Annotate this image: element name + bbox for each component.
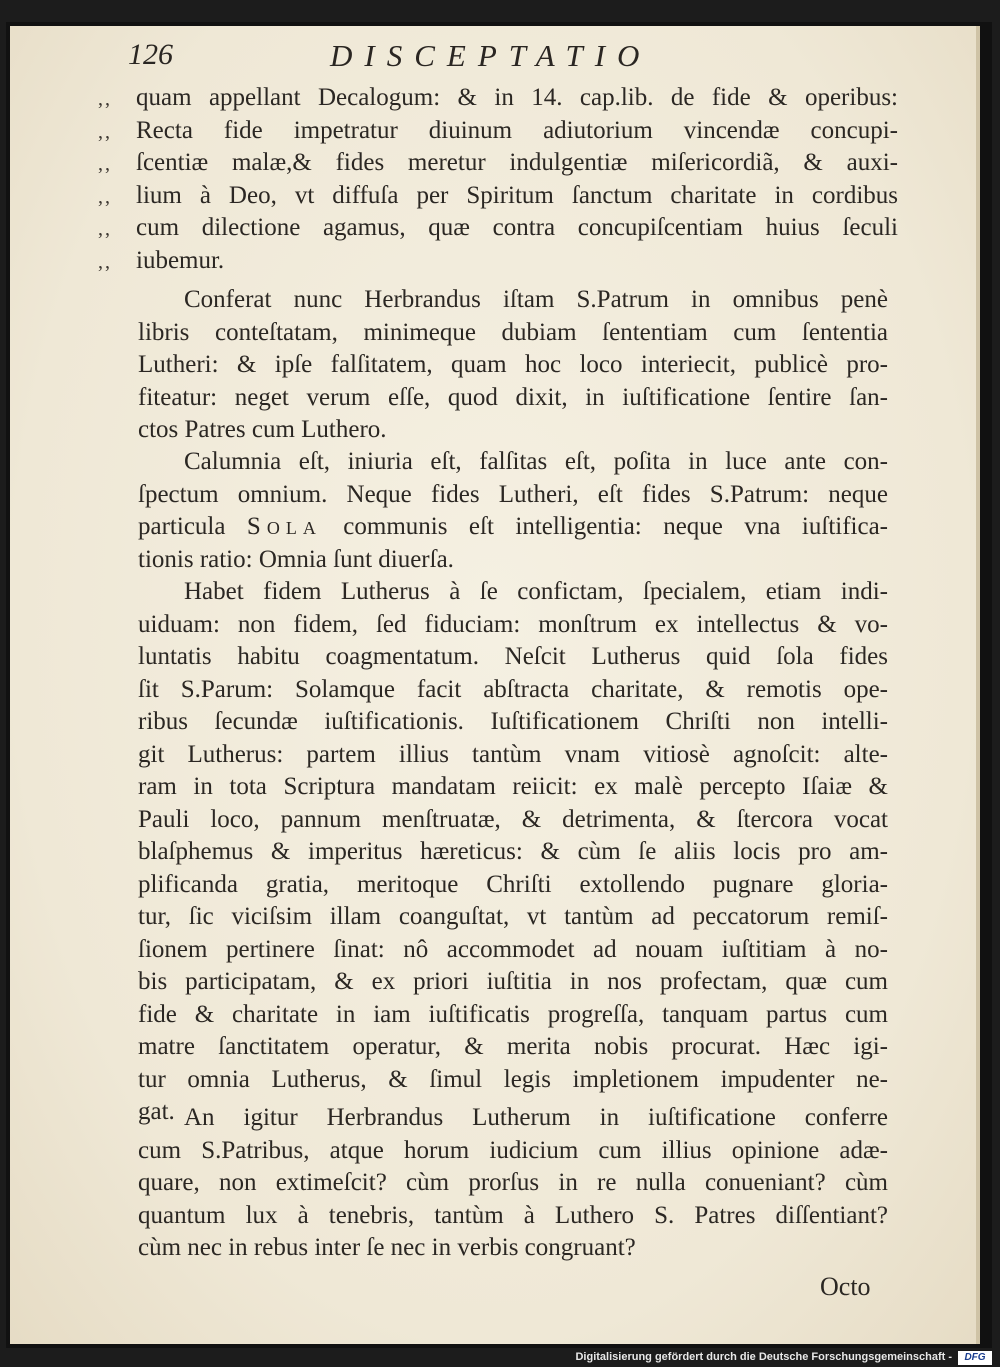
text-line: gat. <box>138 1098 175 1125</box>
text-line: blaſphemus & imperitus hæreticus: & cùm ſe aliis locis pro am- <box>138 838 888 865</box>
paragraph-4 <box>138 1104 888 1267</box>
paragraph-3 <box>138 578 888 1131</box>
text-line <box>138 513 888 546</box>
digitization-footer <box>0 1350 1000 1367</box>
quote-mark: ,, <box>98 185 112 208</box>
small-caps-word: Sola <box>246 513 322 540</box>
quote-mark: ,, <box>98 218 112 240</box>
quote-mark: ,, <box>98 250 112 273</box>
quote-text: iubemur. <box>136 246 225 274</box>
paragraph-2 <box>138 448 888 578</box>
text-line: tur, ſic viciſsim illam coanguſtat, vt tantùm ad peccatorum remiſ- <box>138 903 888 930</box>
text-line: Conferat nunc Herbrandus iſtam S.Patrum in omnibus penè <box>184 286 888 313</box>
quote-mark: ,, <box>98 88 112 110</box>
text-fragment: particula <box>138 513 247 540</box>
text-line: ſpectum omnium. Neque fides Lutheri, eſt fides S.Patrum: neque <box>138 480 888 508</box>
text-line: cùm nec in rebus inter ſe nec in verbis congruant? <box>138 1234 636 1261</box>
quote-text: quam appellant Decalogum: & in 14. cap.lib. de fide & operibus: <box>136 84 898 111</box>
text-line: ſionem pertinere ſinat: nô accommodet ad nouam iuſtitiam à no- <box>138 935 888 963</box>
text-line: git Lutherus: partem illius tantùm vnam vitiosè agnoſcit: alte- <box>138 740 888 768</box>
quote-mark: ,, <box>98 153 112 175</box>
running-head: DISCEPTATIO <box>330 38 652 73</box>
quote-text: Recta fide impetratur diuinum adiutorium vincendæ concupi- <box>136 116 898 144</box>
dfg-logo: DFG <box>958 1351 992 1365</box>
quote-line <box>98 149 898 182</box>
page-number: 126 <box>128 38 173 71</box>
quote-line <box>98 182 898 215</box>
quote-line <box>98 214 898 247</box>
quote-line <box>98 247 898 280</box>
text-line: plificanda gratia, meritoque Chriſti extollendo pugnare gloria- <box>138 870 888 898</box>
text-line: An igitur Herbrandus Lutherum in iuſtificatione conferre <box>184 1104 888 1131</box>
text-line: libris conteſtatam, minimeque dubiam ſententiam cum ſententia <box>138 318 888 346</box>
text-line: quantum lux à tenebris, tantùm à Luthero S. Patres diſſentiant? <box>138 1201 888 1229</box>
text-line: ſit S.Parum: Solamque facit abſtracta charitate, & remotis ope- <box>138 675 888 703</box>
quote-text: lium à Deo, vt diffuſa per Spiritum ſanctum charitate in cordibus <box>136 181 898 209</box>
text-line: fide & charitate in iam iuſtificatis progreſſa, tanquam partus cum <box>138 1000 888 1028</box>
quote-mark: ,, <box>98 120 112 143</box>
text-line: ribus ſecundæ iuſtificationis. Iuſtificationem Chriſti non intelli- <box>138 708 888 735</box>
text-line: cum S.Patribus, atque horum iudicium cum illius opinione adæ- <box>138 1136 888 1164</box>
text-line: Lutheri: & ipſe falſitatem, quam hoc loco interiecit, publicè pro- <box>138 351 888 378</box>
text-line: luntatis habitu coagmentatum. Neſcit Lutherus quid ſola fides <box>138 643 888 670</box>
quote-line <box>98 84 898 117</box>
text-line: tionis ratio: Omnia ſunt diuerſa. <box>138 545 454 573</box>
paragraph-1 <box>138 286 888 449</box>
quote-text: cum dilectione agamus, quæ contra concupiſcentiam huius ſeculi <box>136 214 898 241</box>
page-header <box>110 38 910 78</box>
text-line: uiduam: non fidem, ſed fiduciam: monſtrum ex intellectus & vo- <box>138 610 888 638</box>
footer-credit: Digitalisierung gefördert durch die Deutsche Forschungsgemeinschaft - <box>575 1351 952 1363</box>
text-line: fiteatur: neget verum eſſe, quod dixit, in iuſtificatione ſentire ſan- <box>138 383 888 411</box>
text-line: Calumnia eſt, iniuria eſt, falſitas eſt, poſita in luce ante con- <box>184 448 888 475</box>
text-line: ctos Patres cum Luthero. <box>138 416 387 443</box>
text-line: ram in tota Scriptura mandatam reiicit: ex malè percepto Iſaiæ & <box>138 773 888 800</box>
quotation-block <box>98 84 898 279</box>
text-line: Habet fidem Lutherus à ſe confictam, ſpecialem, etiam indi- <box>184 578 888 605</box>
text-line: Pauli loco, pannum menſtruatæ, & detrimenta, & ſtercora vocat <box>138 805 888 833</box>
text-line: quare, non extimeſcit? cùm prorſus in re nulla conueniant? cùm <box>138 1169 888 1196</box>
text-line: matre ſanctitatem operatur, & merita nobis procurat. Hæc igi- <box>138 1033 888 1060</box>
catchword: Octo <box>820 1272 871 1301</box>
text-line: bis participatam, & ex priori iuſtitia in nos profectam, quæ cum <box>138 968 888 995</box>
text-fragment: communis eſt intelligentia: neque vna iuſtifica- <box>321 513 888 540</box>
quote-text: ſcentiæ malæ,& fides meretur indulgentiæ miſericordiã, & auxi- <box>136 149 898 176</box>
text-line: tur omnia Lutherus, & ſimul legis impletionem impudenter ne- <box>138 1065 888 1093</box>
quote-line <box>98 117 898 150</box>
